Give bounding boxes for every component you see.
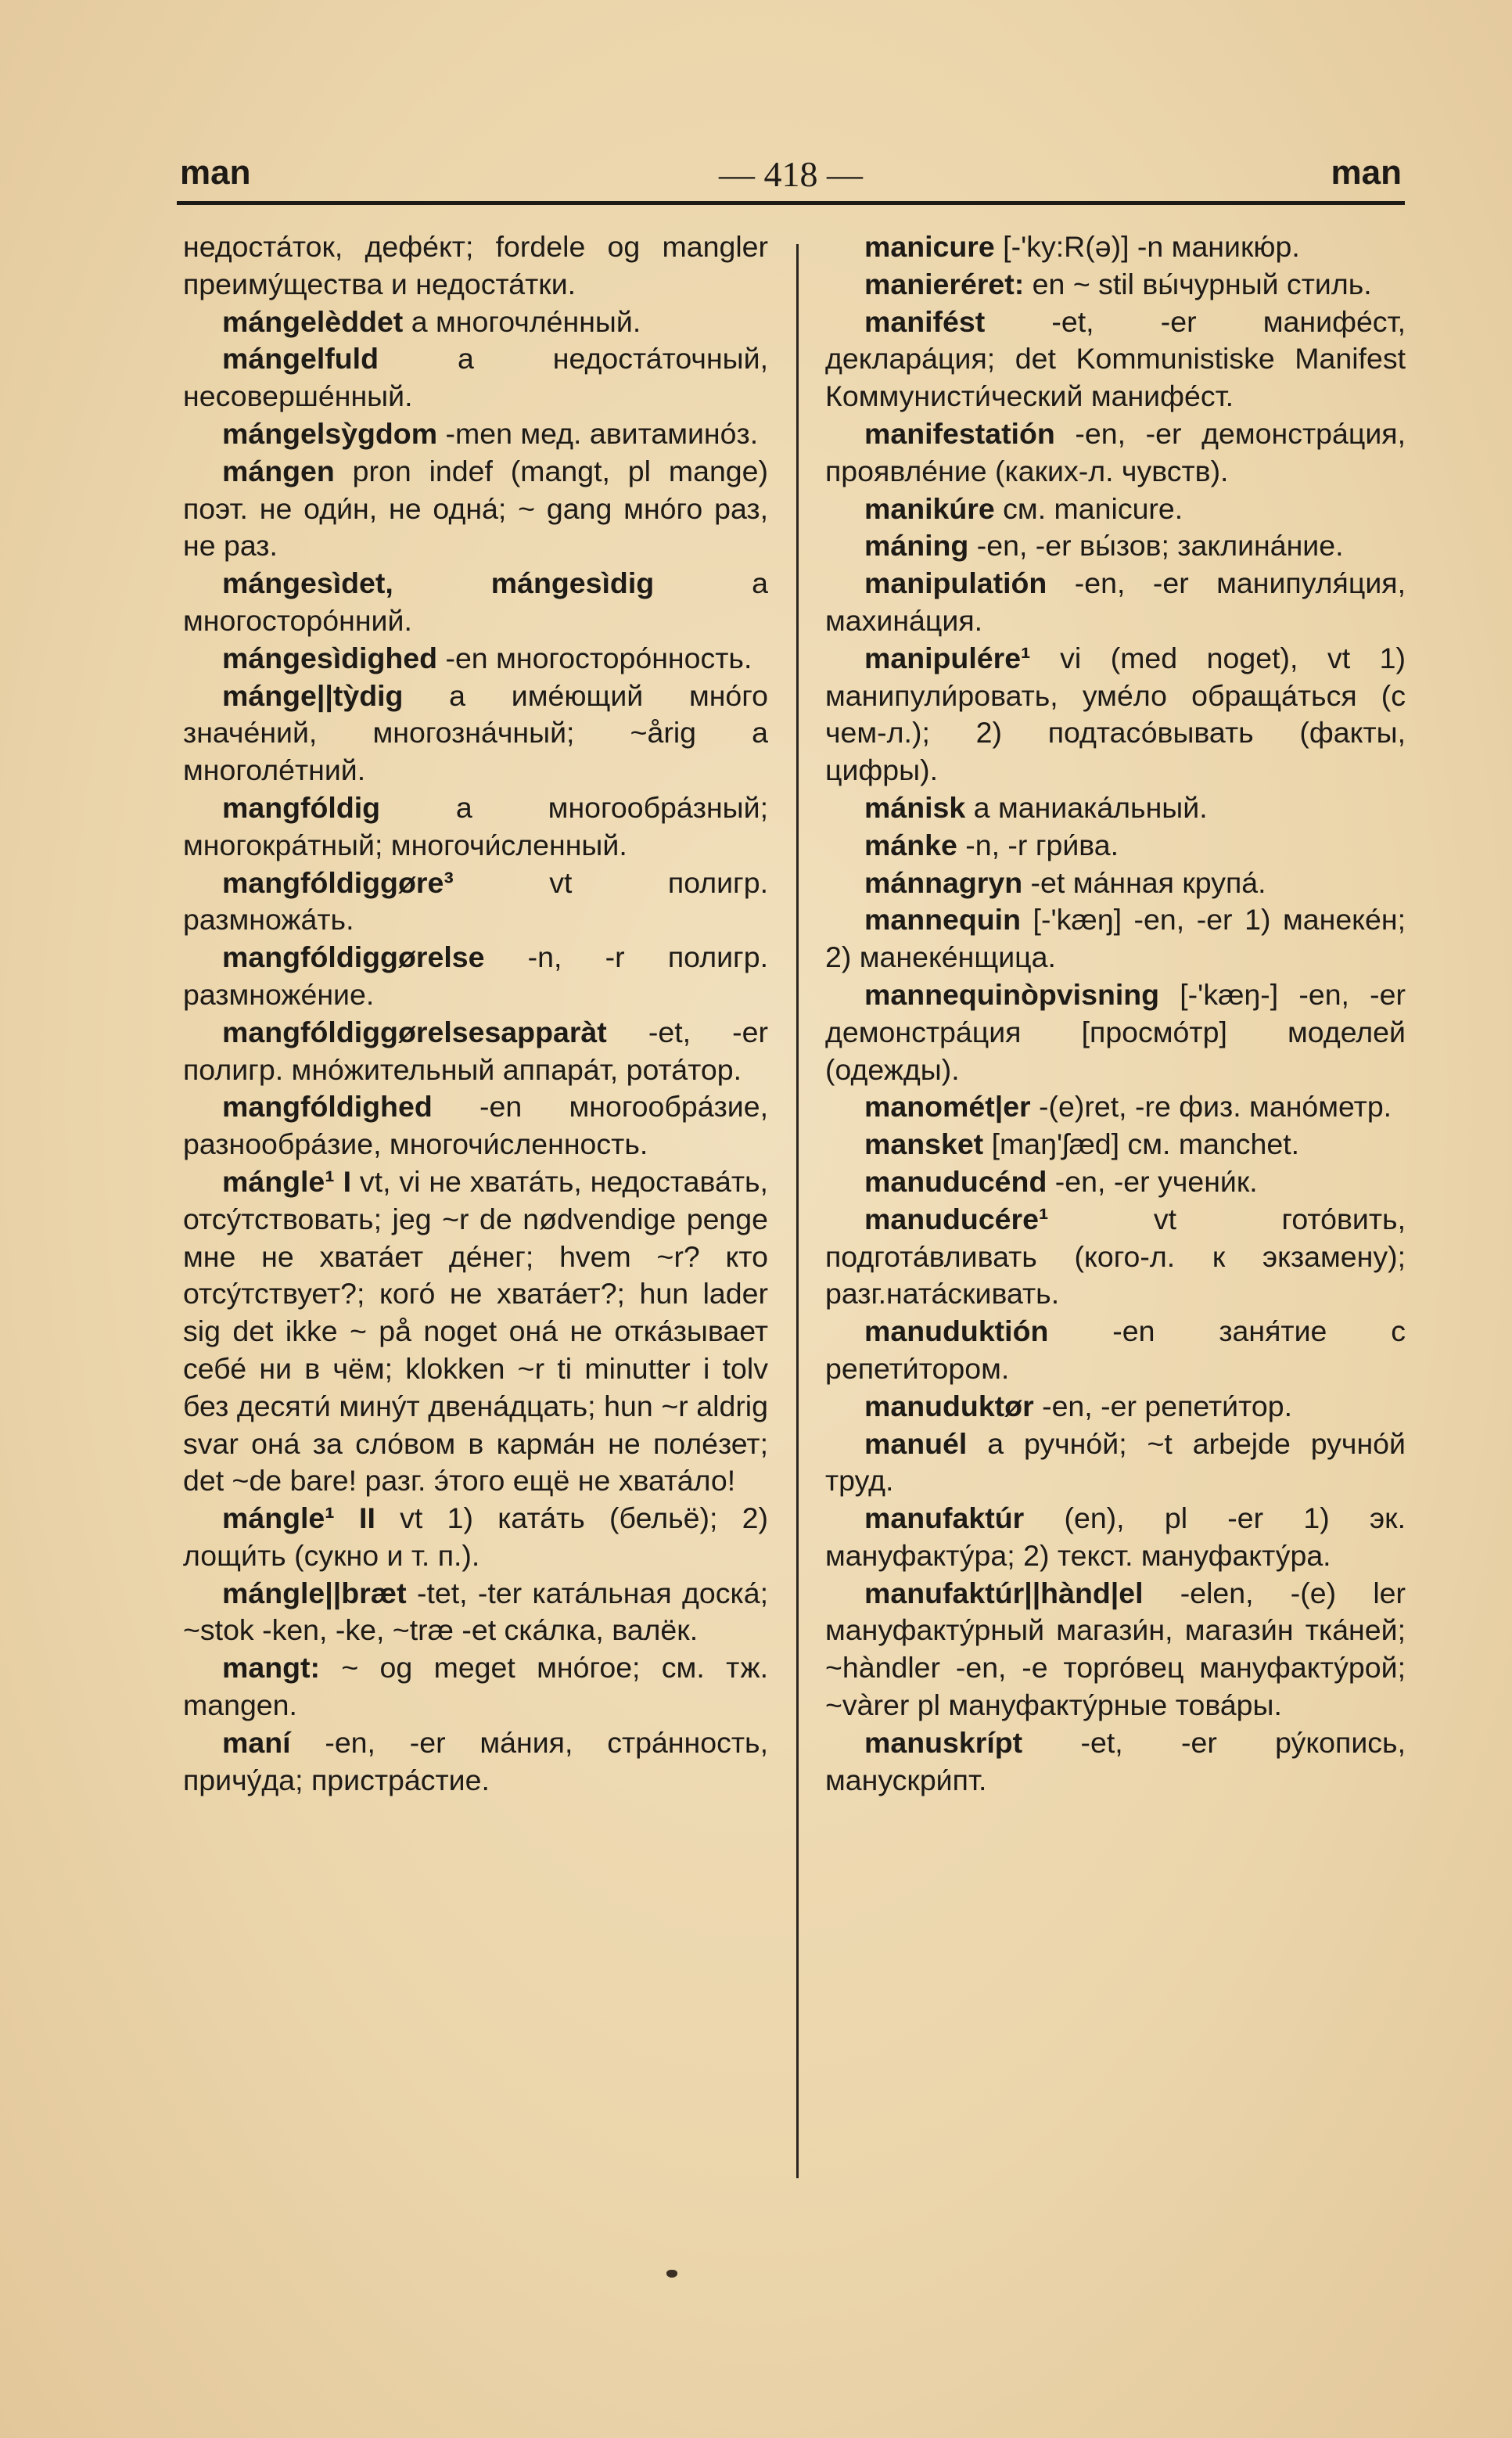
entry-definition: -et, -er полигр. мно́жительный аппара́т, рота́тор. xyxy=(183,1015,768,1086)
entry-definition: -en, -er учени́к. xyxy=(1047,1164,1258,1198)
dictionary-entry xyxy=(825,1426,1406,1501)
dictionary-entry xyxy=(825,1126,1406,1163)
entry-headword: mangfóldig xyxy=(222,790,381,824)
entry-definition: vi (med noget), vt 1) манипули́ровать, уме́ло обраща́ться (с чем-л.); 2) подтасо́вывать (факты, цифры). xyxy=(825,641,1406,787)
entry-headword: manuduktión xyxy=(864,1314,1049,1348)
entry-headword: mangfóldiggøre³ xyxy=(222,865,454,899)
dictionary-entry xyxy=(825,976,1406,1088)
dictionary-entry xyxy=(825,1163,1406,1201)
entry-definition: -en многообра́зие, разнообра́зие, многочи́сленность. xyxy=(183,1090,768,1161)
dictionary-entry xyxy=(825,1388,1406,1426)
entry-headword: manieréret: xyxy=(864,267,1025,300)
entry-definition: a ручно́й; ~t arbejde ручно́й труд. xyxy=(825,1426,1406,1498)
entry-headword: mansket xyxy=(864,1127,984,1161)
entry-definition: pron indef (mangt, pl mange) поэт. не оди́н, не одна́; ~ gang мно́го раз, не раз. xyxy=(183,454,768,563)
dictionary-entry xyxy=(183,1649,768,1724)
entry-definition: a многообра́зный; многокра́тный; многочи́сленный. xyxy=(183,790,768,861)
entry-headword: mánisk xyxy=(864,790,966,824)
entry-definition: [-'kæŋ] -en, -er 1) манеке́н; 2) манеке́нщица. xyxy=(825,903,1406,974)
dictionary-entry xyxy=(825,1088,1406,1126)
entry-definition: en ~ stil вы́чурный стиль. xyxy=(1024,267,1372,300)
entry-headword: manuducére¹ xyxy=(864,1202,1049,1235)
dictionary-entry xyxy=(825,1724,1406,1800)
entry-headword: mángle¹ I xyxy=(222,1164,352,1198)
entry-definition: [-'ky:R(ə)] -n маникю́р. xyxy=(994,230,1300,263)
dictionary-entry xyxy=(825,415,1406,491)
dictionary-entry xyxy=(183,1724,768,1800)
dictionary-entry xyxy=(183,1088,768,1163)
entry-definition: ~ og meget мно́гое; см. тж. mangen. xyxy=(183,1651,768,1722)
dictionary-entry xyxy=(825,527,1406,565)
entry-definition: a маниака́льный. xyxy=(965,790,1208,824)
dictionary-entry xyxy=(183,304,768,341)
entry-headword: mángelsỳgdom xyxy=(222,416,438,450)
entry-definition: a име́ющий мно́го значе́ний, многозна́чный; ~årig a многоле́тний. xyxy=(183,678,768,787)
entry-definition: vt гото́вить, подгота́вливать (кого-л. к экзамену); разг.ната́скивать. xyxy=(825,1202,1406,1311)
entry-definition: -en, -er репети́тор. xyxy=(1033,1389,1293,1422)
dictionary-entry xyxy=(825,1500,1406,1575)
entry-headword: manifést xyxy=(864,304,986,338)
dictionary-entry xyxy=(825,640,1406,789)
entry-definition: -(e)ret, -re физ. мано́метр. xyxy=(1030,1090,1392,1124)
dictionary-entry xyxy=(183,939,768,1014)
entry-definition: -et, -er манифе́ст, деклара́ция; det Kommunistiske Manifest Коммунисти́ческий манифе́ст. xyxy=(825,304,1406,413)
entry-headword: mannequinòpvisning xyxy=(864,977,1160,1011)
entry-headword: mánge||tỳdig xyxy=(222,678,404,712)
dictionary-entry xyxy=(183,1500,768,1575)
entry-headword: manufaktúr||hànd|el xyxy=(864,1576,1144,1609)
entry-headword: mángen xyxy=(222,454,335,487)
entry-definition: a многочле́нный. xyxy=(403,304,641,338)
header-rule xyxy=(177,201,1405,205)
entry-definition: -en, -er демонстра́ция, проявле́ние (каких-л. чувств). xyxy=(825,416,1406,487)
entry-headword: manipulére¹ xyxy=(864,641,1031,674)
entry-headword: máning xyxy=(864,529,969,563)
entry-headword: manifestatión xyxy=(864,416,1055,450)
entry-headword: manikúre xyxy=(864,491,995,525)
dictionary-entry xyxy=(183,565,768,640)
dictionary-entry xyxy=(183,1575,768,1650)
dictionary-entry xyxy=(825,865,1406,902)
entry-definition: (en), pl -er 1) эк. мануфакту́ра; 2) текст. мануфакту́ра. xyxy=(825,1501,1406,1572)
entry-definition: -tet, -ter ката́льная доска́; ~stok -ken, -ke, ~træ -et ска́лка, валёк. xyxy=(183,1576,768,1647)
entry-headword: mannequin xyxy=(864,903,1022,937)
entry-definition: vt 1) ката́ть (бельё); 2) лощи́ть (сукно и т. п.). xyxy=(183,1501,769,1572)
dictionary-entry xyxy=(825,789,1406,827)
dictionary-entry xyxy=(825,565,1406,640)
entry-definition: -en заня́тие с репети́тором. xyxy=(825,1314,1406,1385)
dictionary-entry xyxy=(825,827,1406,865)
entry-definition: -et, -er ру́копись, манускри́пт. xyxy=(825,1725,1406,1796)
entry-definition: -en многосторо́нность. xyxy=(437,641,752,674)
right-column xyxy=(825,228,1406,1799)
entry-definition: см. manicure. xyxy=(994,491,1183,525)
entry-headword: mángle||bræt xyxy=(222,1576,407,1609)
entry-headword: manuduktør xyxy=(864,1389,1034,1422)
dictionary-entry xyxy=(183,640,768,678)
entry-definition: a многосторо́нний. xyxy=(183,566,769,637)
entry-headword: maní xyxy=(222,1725,291,1759)
entry-headword: mángelèddet xyxy=(222,304,404,338)
entry-definition: [-'kæŋ-] -en, -er демонстра́ция [просмо́тр] моделей (одежды). xyxy=(825,977,1406,1086)
entry-definition: -n, -r полигр. размноже́ние. xyxy=(183,940,768,1011)
dictionary-entry xyxy=(825,1575,1406,1724)
dictionary-entry xyxy=(183,865,768,940)
entry-headword: manuél xyxy=(864,1426,968,1460)
entry-definition: -et ма́нная крупа́. xyxy=(1022,865,1266,899)
entry-definition: -n, -r гри́ва. xyxy=(957,828,1119,861)
entry-headword: manuducénd xyxy=(864,1164,1047,1198)
entry-headword: manipulatión xyxy=(864,566,1047,600)
entry-definition: -en, -er ма́ния, стра́нность, причу́да; пристра́стие. xyxy=(183,1725,768,1796)
dictionary-entry xyxy=(183,789,768,865)
entry-headword: manomét|er xyxy=(864,1090,1031,1124)
entry-headword: mangfóldiggørelse xyxy=(222,940,485,974)
header-right-guide-word: man xyxy=(1331,153,1402,192)
dictionary-entry xyxy=(183,453,768,565)
ink-mark xyxy=(666,2270,677,2278)
dictionary-entry xyxy=(825,266,1406,304)
entry-definition: [maŋ'ʃæd] см. manchet. xyxy=(983,1127,1300,1161)
dictionary-entry xyxy=(825,304,1406,415)
dictionary-entry xyxy=(183,340,768,415)
dictionary-entry xyxy=(825,901,1406,976)
entry-definition: -en, -er вы́зов; заклина́ние. xyxy=(968,529,1344,563)
entry-definition: a недоста́точный, несоверше́нный. xyxy=(183,342,768,413)
page-number: — 418 — xyxy=(719,154,863,194)
entry-headword: mangfóldighed xyxy=(222,1090,433,1124)
entry-headword: manuskrípt xyxy=(864,1725,1023,1759)
entry-headword: mángelfuld xyxy=(222,342,379,376)
dictionary-entry xyxy=(183,1163,768,1500)
entry-definition: vt, vi не хвата́ть, недостава́ть, отсу́тствовать; jeg ~r de nødvendige penge мне не хвата́ет де́нег; hvem ~r? кто отсу́тствует?; кого́ не хвата́ет?; hun lader sig det ikke ~ på noget она́ не отка́зывает себе́ ни в чём; klokken ~r ti minutter i tolv без десяти́ мину́т двена́дцать; hun ~r aldrig svar она́ за сло́вом в карма́н не поле́зет; det ~de bare! разг. э́того ещё не хвата́ло! xyxy=(183,1164,768,1498)
dictionary-entry xyxy=(183,228,768,304)
entry-headword: mánnagryn xyxy=(864,865,1023,899)
column-divider xyxy=(796,244,799,2178)
dictionary-entry xyxy=(825,491,1406,528)
header-left-guide-word: man xyxy=(180,153,251,192)
entry-headword: mánke xyxy=(864,828,957,861)
entry-headword: mángesìdet, mángesìdig xyxy=(222,566,655,600)
entry-headword: mangfóldiggørelsesapparàt xyxy=(222,1015,607,1048)
dictionary-entry xyxy=(183,415,768,453)
entry-headword: mángle¹ II xyxy=(222,1501,375,1535)
entry-definition: -elen, -(e) ler мануфакту́рный магази́н, магази́н тка́ней; ~hàndler -en, -e торго́вец мануфакту́рой; ~vàrer pl мануфакту́рные това́ры. xyxy=(825,1576,1406,1722)
entry-definition: -en, -er манипуля́ция, махина́ция. xyxy=(825,566,1406,637)
page-header xyxy=(177,153,1405,197)
entry-headword: mangt: xyxy=(222,1651,320,1685)
dictionary-entry xyxy=(825,1313,1406,1388)
dictionary-entry xyxy=(825,228,1406,266)
entry-definition: -men мед. авитамино́з. xyxy=(437,416,759,450)
left-column xyxy=(183,228,768,1799)
entry-definition: vt полигр. размножа́ть. xyxy=(183,865,768,937)
dictionary-entry xyxy=(825,1201,1406,1313)
dictionary-entry xyxy=(183,1014,768,1089)
entry-headword: mángesìdighed xyxy=(222,641,438,674)
entry-headword: manicure xyxy=(864,230,995,263)
entry-definition: недоста́ток, дефе́кт; fordele og mangler преиму́щества и недоста́тки. xyxy=(183,230,768,300)
entry-headword: manufaktúr xyxy=(864,1501,1025,1535)
dictionary-entry xyxy=(183,678,768,789)
